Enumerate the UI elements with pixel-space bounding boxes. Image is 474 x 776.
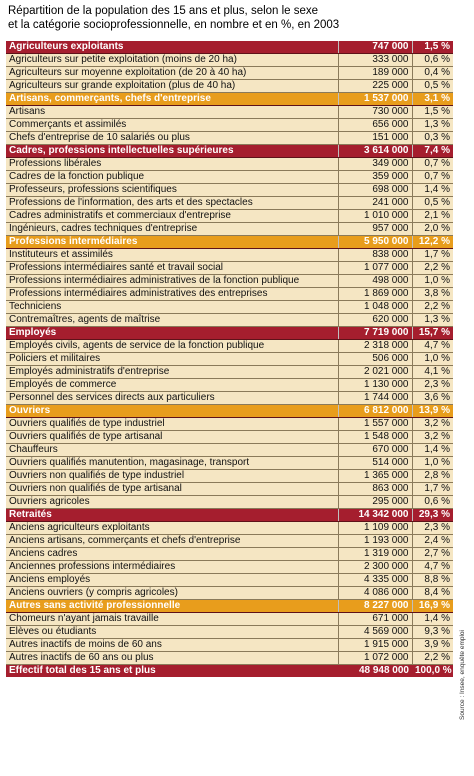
row-value: 1 109 000 bbox=[338, 522, 412, 535]
row-value: 1 869 000 bbox=[338, 288, 412, 301]
row-label: Professions intermédiaires bbox=[6, 236, 338, 249]
row-label: Ouvriers qualifiés de type artisanal bbox=[6, 431, 338, 444]
row-value: 14 342 000 bbox=[338, 509, 412, 522]
row-percent: 1,4 % bbox=[412, 444, 453, 457]
row-percent: 1,3 % bbox=[412, 119, 453, 132]
table-row bbox=[6, 652, 453, 665]
table-row bbox=[6, 639, 453, 652]
row-percent: 2,4 % bbox=[412, 535, 453, 548]
row-label: Agriculteurs sur moyenne exploitation (de 20 à 40 ha) bbox=[6, 67, 338, 80]
row-percent: 4,7 % bbox=[412, 340, 453, 353]
table-row bbox=[6, 548, 453, 561]
table-row bbox=[6, 54, 453, 67]
row-percent: 1,5 % bbox=[412, 41, 453, 54]
row-value: 671 000 bbox=[338, 613, 412, 626]
row-percent: 3,1 % bbox=[412, 93, 453, 106]
row-value: 4 335 000 bbox=[338, 574, 412, 587]
row-percent: 4,1 % bbox=[412, 366, 453, 379]
row-percent: 3,6 % bbox=[412, 392, 453, 405]
table-row bbox=[6, 444, 453, 457]
row-label: Ouvriers agricoles bbox=[6, 496, 338, 509]
population-table bbox=[6, 41, 453, 677]
row-percent: 2,3 % bbox=[412, 379, 453, 392]
row-label: Anciennes professions intermédiaires bbox=[6, 561, 338, 574]
row-label: Chomeurs n'ayant jamais travaille bbox=[6, 613, 338, 626]
table-row bbox=[6, 314, 453, 327]
row-percent: 13,9 % bbox=[412, 405, 453, 418]
table-title bbox=[8, 4, 448, 32]
table-row bbox=[6, 223, 453, 236]
table-row bbox=[6, 249, 453, 262]
table-row bbox=[6, 197, 453, 210]
row-label: Professions intermédiaires santé et travail social bbox=[6, 262, 338, 275]
table-row bbox=[6, 119, 453, 132]
row-label: Professions intermédiaires administratives de la fonction publique bbox=[6, 275, 338, 288]
row-value: 1 365 000 bbox=[338, 470, 412, 483]
row-value: 2 318 000 bbox=[338, 340, 412, 353]
row-percent: 9,3 % bbox=[412, 626, 453, 639]
row-percent: 2,1 % bbox=[412, 210, 453, 223]
row-percent: 8,4 % bbox=[412, 587, 453, 600]
table-row bbox=[6, 184, 453, 197]
table-row bbox=[6, 587, 453, 600]
table-row bbox=[6, 67, 453, 80]
row-label: Ouvriers qualifiés de type industriel bbox=[6, 418, 338, 431]
category-header-row bbox=[6, 327, 453, 340]
table-row bbox=[6, 431, 453, 444]
table-row bbox=[6, 626, 453, 639]
category-header-row bbox=[6, 145, 453, 158]
row-percent: 3,2 % bbox=[412, 431, 453, 444]
row-label: Cadres administratifs et commerciaux d'entreprise bbox=[6, 210, 338, 223]
source-text: Source : Insee, enquête emploi bbox=[459, 630, 466, 720]
row-percent: 0,7 % bbox=[412, 158, 453, 171]
table-row bbox=[6, 470, 453, 483]
row-value: 189 000 bbox=[338, 67, 412, 80]
row-label: Elèves ou étudiants bbox=[6, 626, 338, 639]
row-percent: 0,5 % bbox=[412, 80, 453, 93]
row-label: Cadres, professions intellectuelles supérieures bbox=[6, 145, 338, 158]
row-value: 8 227 000 bbox=[338, 600, 412, 613]
row-value: 656 000 bbox=[338, 119, 412, 132]
row-percent: 1,4 % bbox=[412, 613, 453, 626]
row-percent: 1,0 % bbox=[412, 457, 453, 470]
table-row bbox=[6, 418, 453, 431]
row-value: 838 000 bbox=[338, 249, 412, 262]
row-label: Employés administratifs d'entreprise bbox=[6, 366, 338, 379]
row-percent: 0,6 % bbox=[412, 496, 453, 509]
row-percent: 2,7 % bbox=[412, 548, 453, 561]
row-label: Anciens artisans, commerçants et chefs d'entreprise bbox=[6, 535, 338, 548]
category-header-row bbox=[6, 509, 453, 522]
row-label: Ouvriers qualifiés manutention, magasinage, transport bbox=[6, 457, 338, 470]
row-value: 4 086 000 bbox=[338, 587, 412, 600]
row-label: Professions libérales bbox=[6, 158, 338, 171]
table-row bbox=[6, 457, 453, 470]
table-row bbox=[6, 366, 453, 379]
table-row bbox=[6, 158, 453, 171]
row-value: 6 812 000 bbox=[338, 405, 412, 418]
category-header-row bbox=[6, 93, 453, 106]
table-row bbox=[6, 210, 453, 223]
total-row bbox=[6, 665, 453, 678]
table-body bbox=[6, 41, 453, 677]
table-row bbox=[6, 301, 453, 314]
row-label: Autres sans activité professionnelle bbox=[6, 600, 338, 613]
row-value: 2 300 000 bbox=[338, 561, 412, 574]
row-value: 1 537 000 bbox=[338, 93, 412, 106]
row-label: Artisans bbox=[6, 106, 338, 119]
row-label: Professeurs, professions scientifiques bbox=[6, 184, 338, 197]
row-value: 225 000 bbox=[338, 80, 412, 93]
row-percent: 0,6 % bbox=[412, 54, 453, 67]
row-value: 4 569 000 bbox=[338, 626, 412, 639]
row-label: Anciens ouvriers (y compris agricoles) bbox=[6, 587, 338, 600]
row-value: 1 557 000 bbox=[338, 418, 412, 431]
row-percent: 7,4 % bbox=[412, 145, 453, 158]
row-percent: 2,8 % bbox=[412, 470, 453, 483]
row-label: Autres inactifs de moins de 60 ans bbox=[6, 639, 338, 652]
row-label: Professions intermédiaires administratives des entreprises bbox=[6, 288, 338, 301]
row-label: Anciens agriculteurs exploitants bbox=[6, 522, 338, 535]
row-value: 333 000 bbox=[338, 54, 412, 67]
table-row bbox=[6, 561, 453, 574]
table-row bbox=[6, 171, 453, 184]
row-percent: 2,2 % bbox=[412, 301, 453, 314]
row-percent: 29,3 % bbox=[412, 509, 453, 522]
row-label: Personnel des services directs aux particuliers bbox=[6, 392, 338, 405]
row-value: 863 000 bbox=[338, 483, 412, 496]
category-header-row bbox=[6, 236, 453, 249]
row-value: 620 000 bbox=[338, 314, 412, 327]
row-label: Ouvriers bbox=[6, 405, 338, 418]
row-value: 359 000 bbox=[338, 171, 412, 184]
row-label: Artisans, commerçants, chefs d'entreprise bbox=[6, 93, 338, 106]
row-value: 747 000 bbox=[338, 41, 412, 54]
table-row bbox=[6, 613, 453, 626]
row-percent: 1,0 % bbox=[412, 275, 453, 288]
table-row bbox=[6, 496, 453, 509]
row-label: Ouvriers non qualifiés de type industriel bbox=[6, 470, 338, 483]
row-percent: 1,4 % bbox=[412, 184, 453, 197]
row-value: 1 130 000 bbox=[338, 379, 412, 392]
row-value: 670 000 bbox=[338, 444, 412, 457]
table-row bbox=[6, 483, 453, 496]
row-percent: 1,0 % bbox=[412, 353, 453, 366]
row-value: 1 744 000 bbox=[338, 392, 412, 405]
row-value: 730 000 bbox=[338, 106, 412, 119]
row-value: 241 000 bbox=[338, 197, 412, 210]
table-row bbox=[6, 288, 453, 301]
table-row bbox=[6, 340, 453, 353]
row-value: 1 319 000 bbox=[338, 548, 412, 561]
row-label: Instituteurs et assimilés bbox=[6, 249, 338, 262]
row-label: Policiers et militaires bbox=[6, 353, 338, 366]
row-value: 506 000 bbox=[338, 353, 412, 366]
source-note bbox=[459, 560, 471, 720]
row-percent: 1,5 % bbox=[412, 106, 453, 119]
row-percent: 1,7 % bbox=[412, 249, 453, 262]
row-percent: 1,3 % bbox=[412, 314, 453, 327]
row-value: 7 719 000 bbox=[338, 327, 412, 340]
row-percent: 3,9 % bbox=[412, 639, 453, 652]
row-value: 1 072 000 bbox=[338, 652, 412, 665]
row-label: Contremaîtres, agents de maîtrise bbox=[6, 314, 338, 327]
row-percent: 1,7 % bbox=[412, 483, 453, 496]
row-percent: 4,7 % bbox=[412, 561, 453, 574]
row-value: 1 077 000 bbox=[338, 262, 412, 275]
row-percent: 16,9 % bbox=[412, 600, 453, 613]
row-label: Chefs d'entreprise de 10 salariés ou plus bbox=[6, 132, 338, 145]
table-row bbox=[6, 353, 453, 366]
row-label: Commerçants et assimilés bbox=[6, 119, 338, 132]
table-row bbox=[6, 262, 453, 275]
row-label: Agriculteurs sur grande exploitation (plus de 40 ha) bbox=[6, 80, 338, 93]
row-percent: 8,8 % bbox=[412, 574, 453, 587]
table-row bbox=[6, 132, 453, 145]
row-label: Anciens cadres bbox=[6, 548, 338, 561]
row-label: Anciens employés bbox=[6, 574, 338, 587]
row-percent: 3,2 % bbox=[412, 418, 453, 431]
table-row bbox=[6, 574, 453, 587]
row-percent: 0,5 % bbox=[412, 197, 453, 210]
row-value: 957 000 bbox=[338, 223, 412, 236]
row-label: Employés bbox=[6, 327, 338, 340]
row-label: Retraités bbox=[6, 509, 338, 522]
row-label: Effectif total des 15 ans et plus bbox=[6, 665, 338, 678]
row-label: Professions de l'information, des arts et des spectacles bbox=[6, 197, 338, 210]
row-percent: 0,4 % bbox=[412, 67, 453, 80]
row-value: 498 000 bbox=[338, 275, 412, 288]
row-label: Cadres de la fonction publique bbox=[6, 171, 338, 184]
title-line-2: et la catégorie socioprofessionnelle, en nombre et en %, en 2003 bbox=[8, 19, 340, 31]
category-header-row bbox=[6, 405, 453, 418]
row-label: Agriculteurs exploitants bbox=[6, 41, 338, 54]
row-percent: 3,8 % bbox=[412, 288, 453, 301]
row-percent: 2,3 % bbox=[412, 522, 453, 535]
row-label: Employés civils, agents de service de la fonction publique bbox=[6, 340, 338, 353]
row-value: 1 915 000 bbox=[338, 639, 412, 652]
row-label: Autres inactifs de 60 ans ou plus bbox=[6, 652, 338, 665]
table-row bbox=[6, 379, 453, 392]
row-percent: 15,7 % bbox=[412, 327, 453, 340]
table-row bbox=[6, 275, 453, 288]
table-row bbox=[6, 106, 453, 119]
row-label: Ouvriers non qualifiés de type artisanal bbox=[6, 483, 338, 496]
row-percent: 12,2 % bbox=[412, 236, 453, 249]
category-header-row bbox=[6, 41, 453, 54]
table-row bbox=[6, 522, 453, 535]
row-value: 48 948 000 bbox=[338, 665, 412, 678]
row-value: 1 048 000 bbox=[338, 301, 412, 314]
row-label: Chauffeurs bbox=[6, 444, 338, 457]
row-percent: 100,0 % bbox=[412, 665, 453, 678]
row-value: 349 000 bbox=[338, 158, 412, 171]
row-percent: 2,2 % bbox=[412, 652, 453, 665]
row-percent: 2,2 % bbox=[412, 262, 453, 275]
table-row bbox=[6, 80, 453, 93]
row-value: 1 548 000 bbox=[338, 431, 412, 444]
row-value: 1 010 000 bbox=[338, 210, 412, 223]
row-value: 514 000 bbox=[338, 457, 412, 470]
row-percent: 0,7 % bbox=[412, 171, 453, 184]
row-value: 1 193 000 bbox=[338, 535, 412, 548]
row-value: 295 000 bbox=[338, 496, 412, 509]
row-value: 151 000 bbox=[338, 132, 412, 145]
table-row bbox=[6, 535, 453, 548]
row-percent: 2,0 % bbox=[412, 223, 453, 236]
table-row bbox=[6, 392, 453, 405]
row-label: Employés de commerce bbox=[6, 379, 338, 392]
row-percent: 0,3 % bbox=[412, 132, 453, 145]
row-label: Techniciens bbox=[6, 301, 338, 314]
row-value: 5 950 000 bbox=[338, 236, 412, 249]
row-value: 3 614 000 bbox=[338, 145, 412, 158]
row-label: Ingénieurs, cadres techniques d'entreprise bbox=[6, 223, 338, 236]
title-line-1: Répartition de la population des 15 ans et plus, selon le sexe bbox=[8, 5, 319, 17]
row-value: 698 000 bbox=[338, 184, 412, 197]
row-label: Agriculteurs sur petite exploitation (moins de 20 ha) bbox=[6, 54, 338, 67]
category-header-row bbox=[6, 600, 453, 613]
row-value: 2 021 000 bbox=[338, 366, 412, 379]
